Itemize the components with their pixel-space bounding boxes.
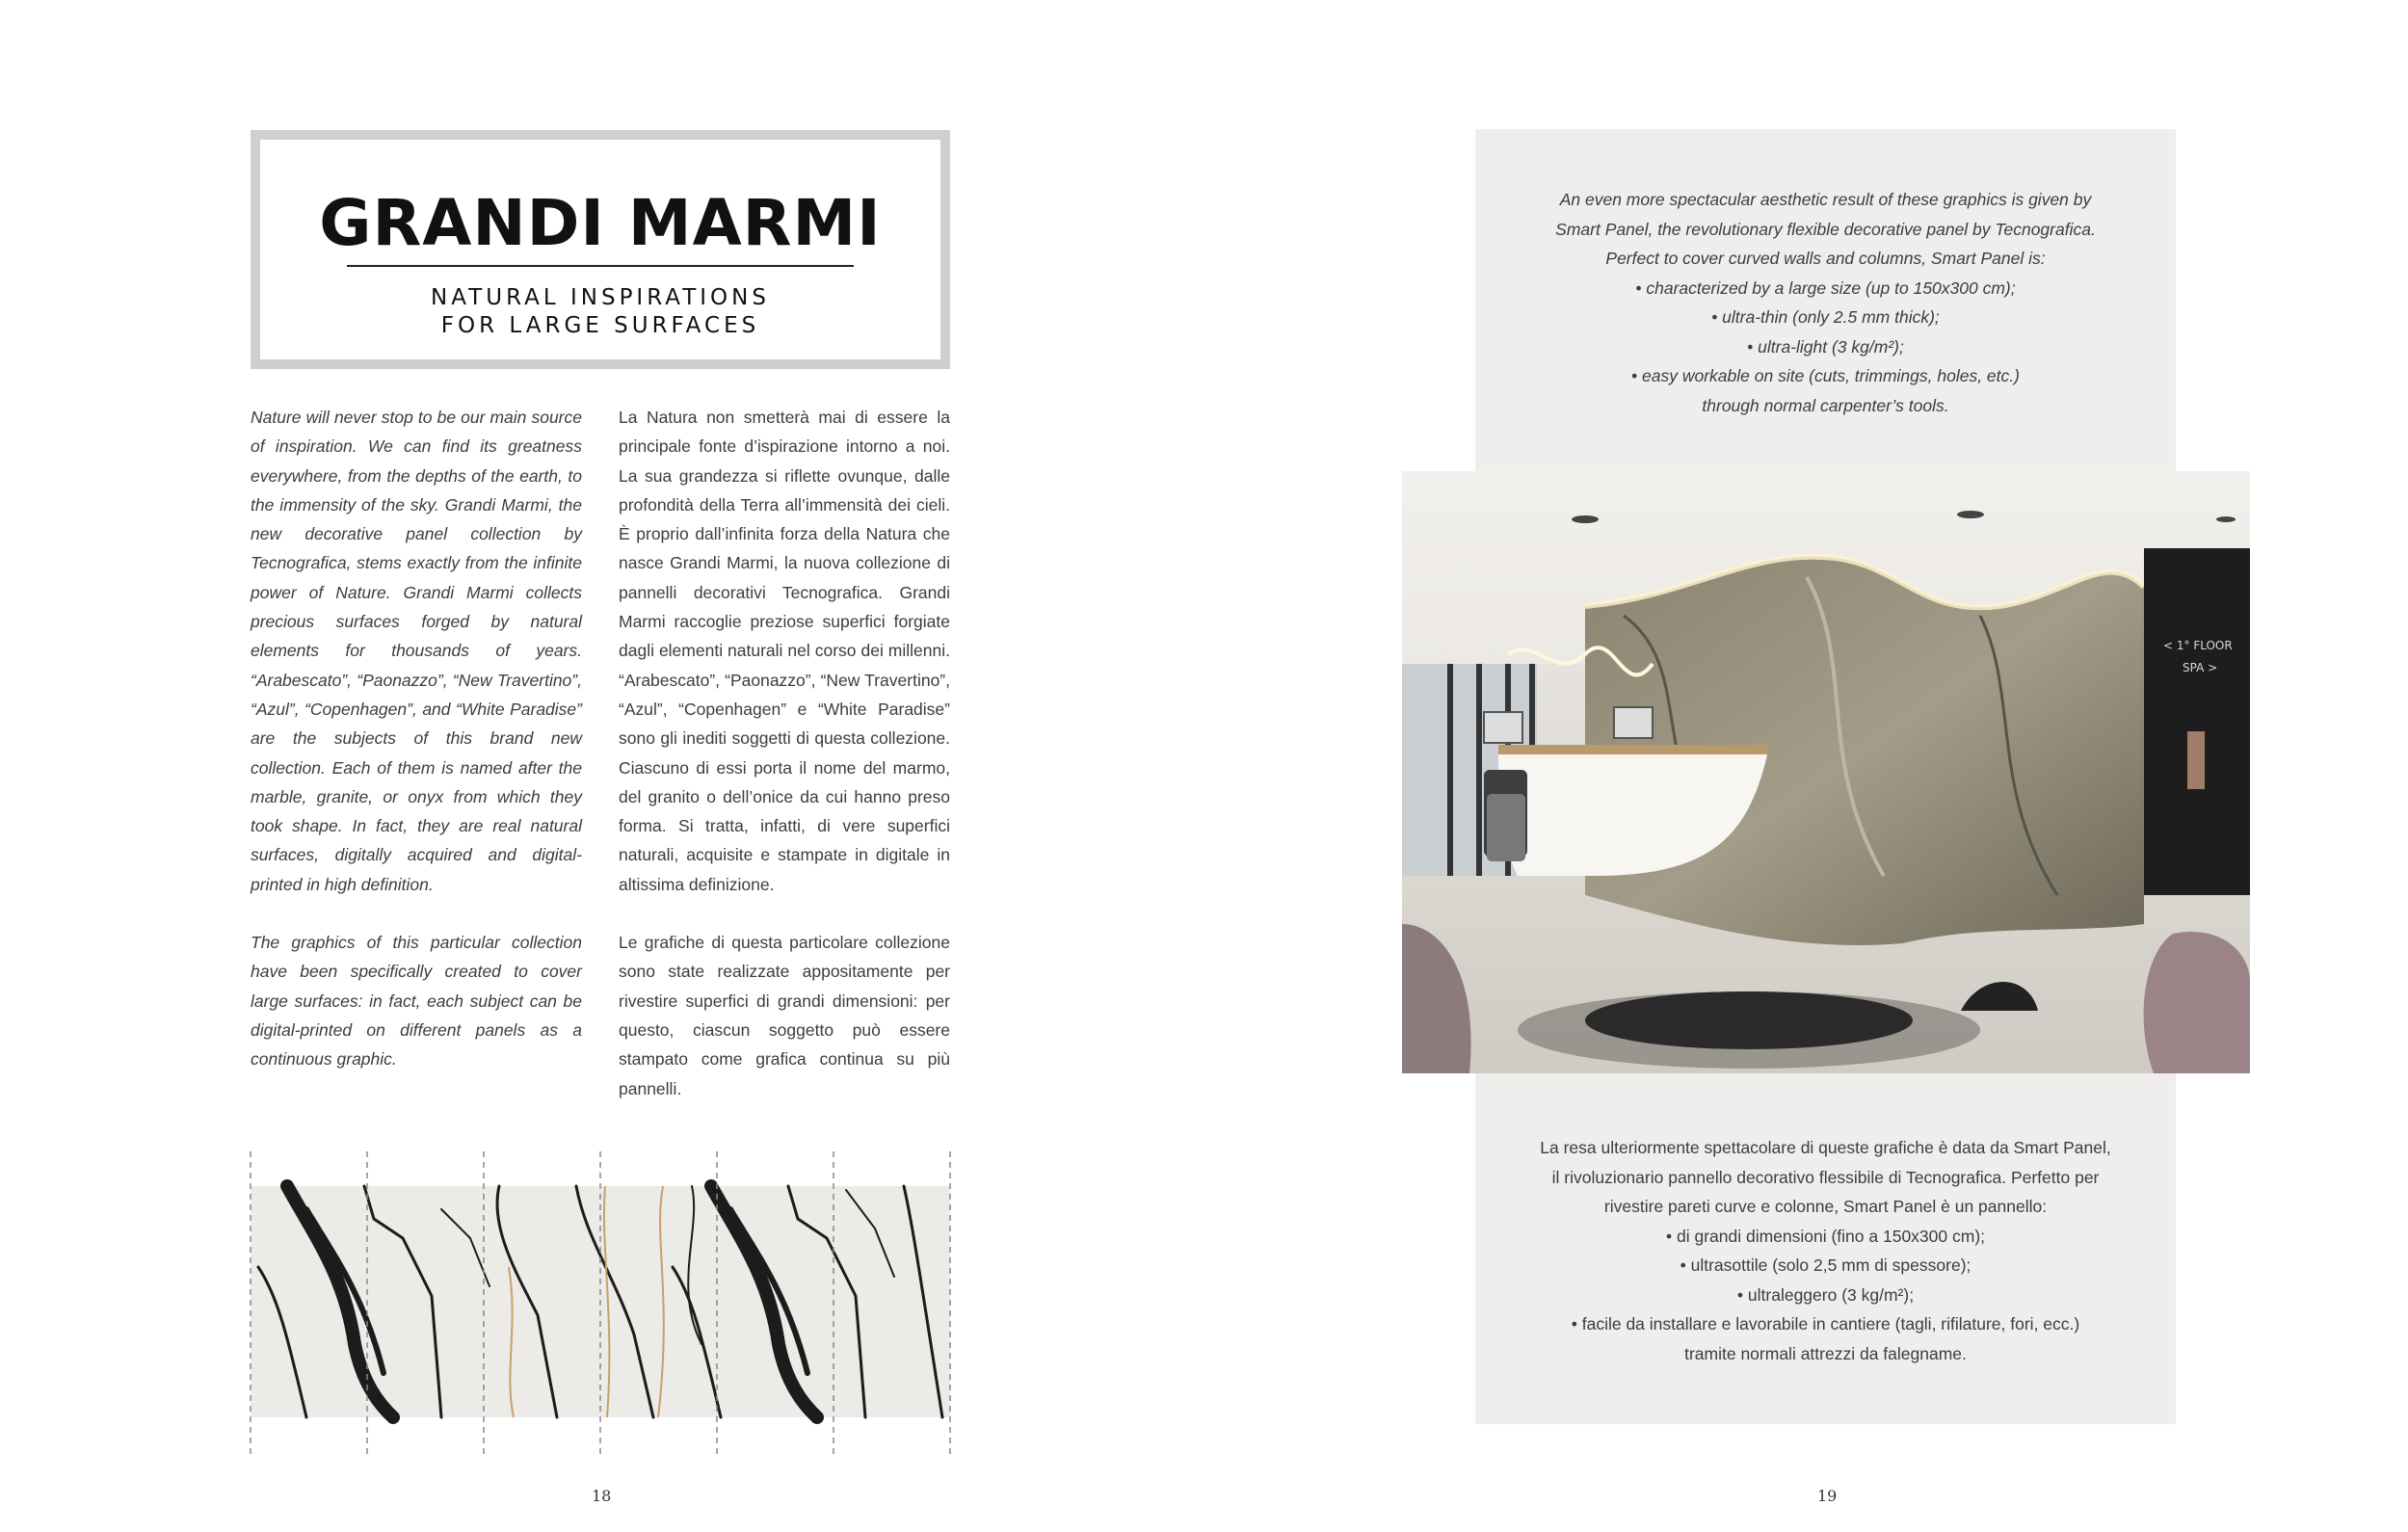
english-line: • characterized by a large size (up to 150x300 cm); <box>1635 277 2016 298</box>
marble-panel-strip <box>249 1151 952 1455</box>
english-line: • ultra-thin (only 2.5 mm thick); <box>1711 307 1940 327</box>
italian-line: La resa ulteriormente spettacolare di queste grafiche è data da Smart Panel, <box>1540 1138 2111 1157</box>
smart-panel-italian-text <box>1475 1133 2176 1368</box>
italian-line: • ultrasottile (solo 2,5 mm di spessore); <box>1680 1255 1971 1275</box>
english-text-column <box>251 403 582 1074</box>
marble-texture-image <box>249 1151 952 1455</box>
page-subtitle <box>260 284 940 340</box>
english-line: through normal carpenter’s tools. <box>1702 395 1949 415</box>
italian-paragraph-1: La Natura non smetterà mai di essere la principale fonte d’ispirazione intorno a noi. La sua grandezza si riflette ovunque, dalle profondità della Terra all’immensità dei cieli. È proprio dall’infinita forza della Natura che nasce Grandi Marmi, la nuova collezione di pannelli decorativi Tecnografica. Grandi Marmi raccoglie preziose superfici forgiate dagli elementi naturali nel corso dei millenni. “Arabescato”, “Paonazzo”, “New Travertino”, “Azul”, “Copenhagen” e “White Paradise” sono gli inediti soggetti di questa collezione. Ciascuno di essi porta il nome del marmo, del granito o dell’onice da cui hanno preso forma. Si tratta, infatti, di vere superfici naturali, acquisite e stampate in digitale in altissima definizione. <box>619 408 950 894</box>
page-title: GRANDI MARMI <box>319 186 882 260</box>
english-line: An even more spectacular aesthetic result of these graphics is given by <box>1559 190 2092 209</box>
english-paragraph-1: Nature will never stop to be our main source of inspiration. We can find its greatness everywhere, from the depths of the earth, to the immensity of the sky. Grandi Marmi, the new decorative panel collection by Tecnografica, stems exactly from the infinite power of Nature. Grandi Marmi collects precious surfaces forged by natural elements for thousands of years. “Arabescato”, “Paonazzo”, “New Travertino”, “Azul”, “Copenhagen”, and “White Paradise” are the subjects of this brand new collection. Each of them is named after the marble, granite, or onyx from which they took shape. In fact, they are real natural surfaces, digitally acquired and digital-printed in high definition. <box>251 408 582 894</box>
italian-line: tramite normali attrezzi da falegname. <box>1684 1343 1967 1363</box>
english-line: Smart Panel, the revolutionary flexible decorative panel by Tecnografica. <box>1555 219 2096 239</box>
italian-line: il rivoluzionario pannello decorativo flessibile di Tecnografica. Perfetto per <box>1551 1167 2100 1187</box>
italian-text-column <box>619 403 950 1103</box>
subtitle-line-2: FOR LARGE SURFACES <box>440 313 760 338</box>
spa-sign-text: SPA > <box>2183 661 2218 674</box>
lobby-photo-image <box>1402 471 2250 1073</box>
english-line: • ultra-light (3 kg/m²); <box>1747 336 1904 357</box>
italian-line: • facile da installare e lavorabile in cantiere (tagli, rifilature, fori, ecc.) <box>1571 1314 2080 1334</box>
english-line: • easy workable on site (cuts, trimmings, holes, etc.) <box>1631 366 2020 385</box>
page-number-left: 18 <box>592 1487 612 1505</box>
italian-paragraph-2: Le grafiche di questa particolare collezione sono state realizzate appositamente per rivestire superfici di grandi dimensioni: per questo, ciascun soggetto può essere stampato come grafica continua su più pannelli. <box>619 933 950 1098</box>
floor-sign-text: < 1° FLOOR <box>2163 639 2233 652</box>
title-box <box>251 130 950 369</box>
page-number-right: 19 <box>1817 1487 1838 1505</box>
title-divider <box>347 265 854 267</box>
english-line: Perfect to cover curved walls and columns, Smart Panel is: <box>1605 249 2046 268</box>
english-paragraph-2: The graphics of this particular collection have been specifically created to cover large surfaces: in fact, each subject can be digital-printed on different panels as a continuous graphic. <box>251 933 582 1070</box>
smart-panel-english-text <box>1475 185 2176 420</box>
italian-line: rivestire pareti curve e colonne, Smart Panel è un pannello: <box>1603 1197 2048 1216</box>
subtitle-line-1: NATURAL INSPIRATIONS <box>431 285 770 310</box>
italian-line: • di grandi dimensioni (fino a 150x300 cm); <box>1665 1226 1986 1246</box>
italian-line: • ultraleggero (3 kg/m²); <box>1736 1284 1915 1305</box>
lobby-photo <box>1402 471 2250 1073</box>
